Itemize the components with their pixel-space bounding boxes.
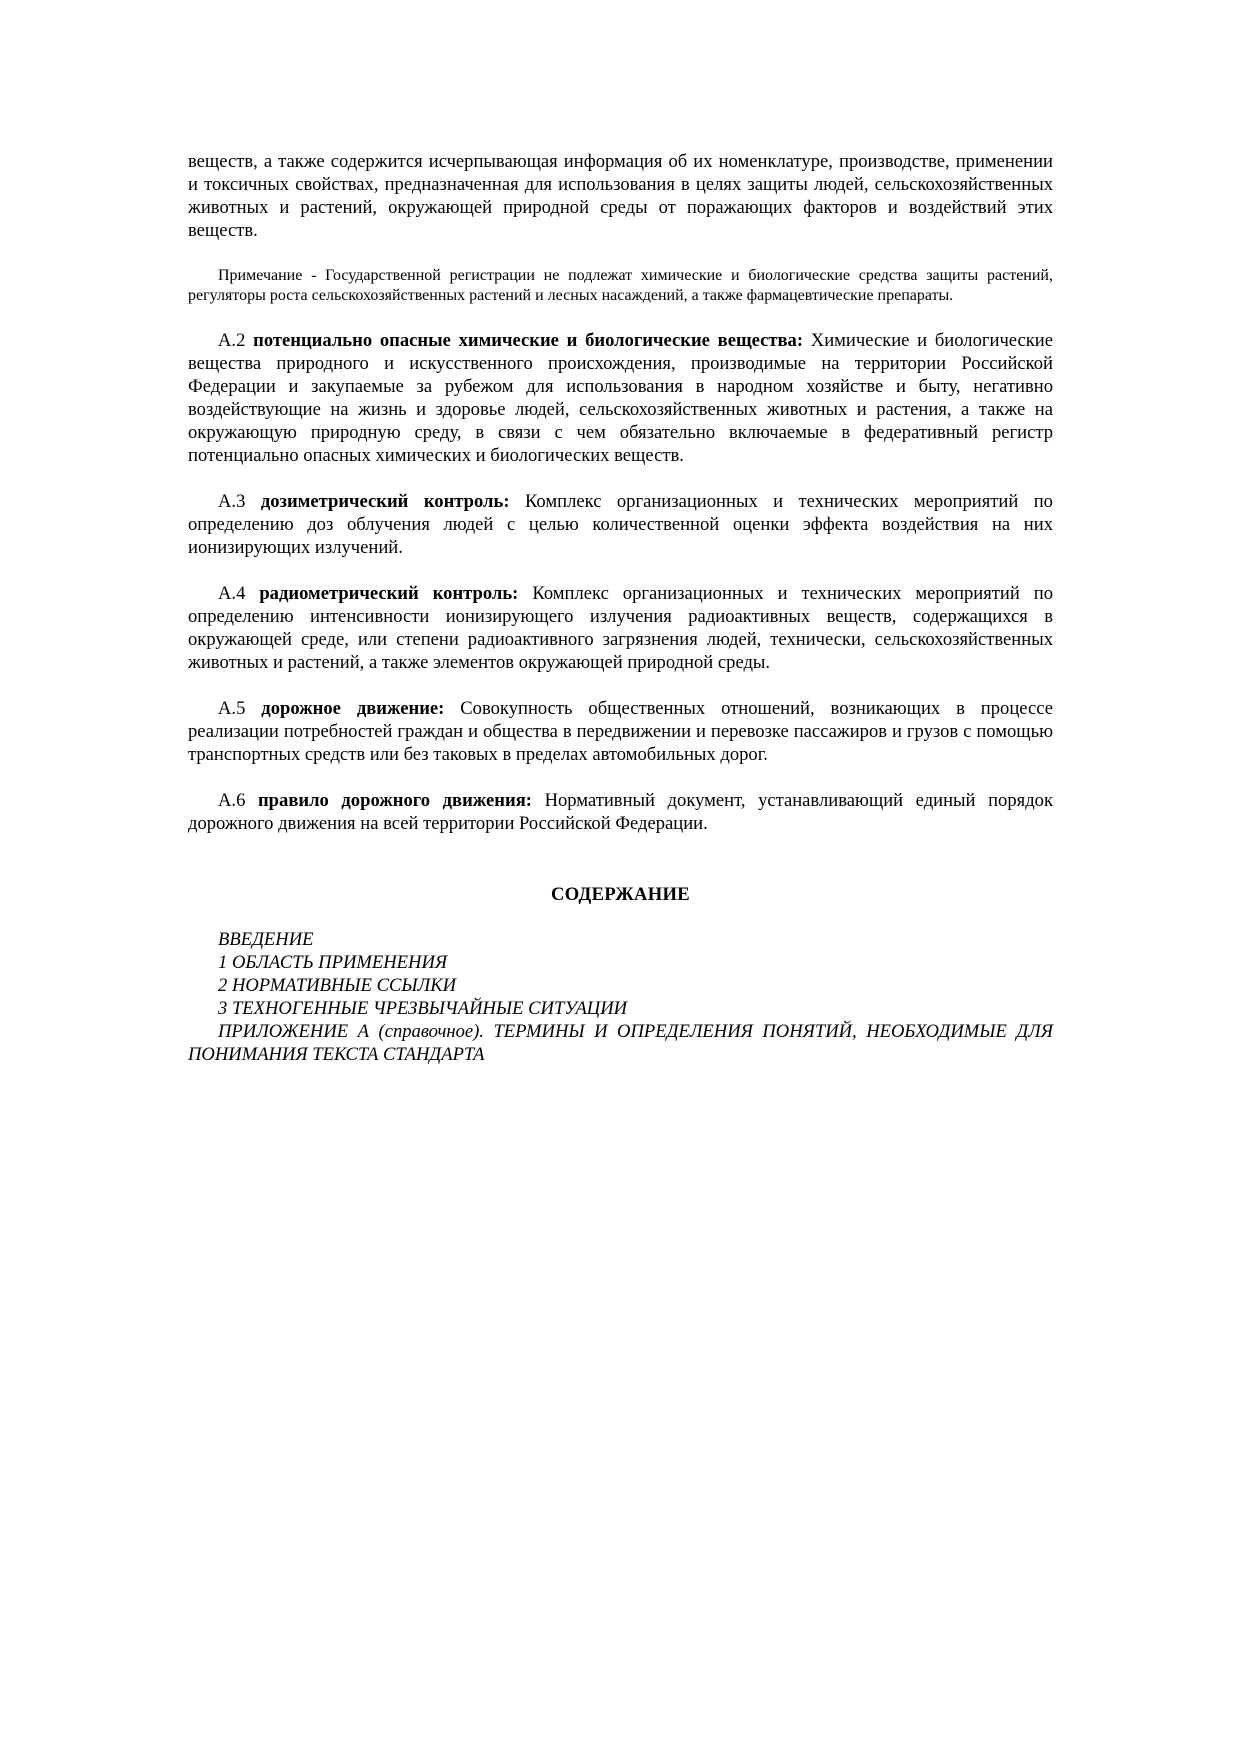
toc-item[interactable]: ПРИЛОЖЕНИЕ А (справочное). ТЕРМИНЫ И ОПРЕДЕЛЕНИЯ ПОНЯТИЙ, НЕОБХОДИМЫЕ ДЛЯ ПОНИМАНИЯ ТЕКСТА СТАНДАРТА (188, 1021, 1053, 1065)
note-paragraph: Примечание - Государственной регистрации не подлежат химические и биологические средства защиты растений, регуляторы роста сельскохозяйственных растений и лесных насаждений, а также фармацевтические препараты. (188, 267, 1053, 304)
definition-number: А.4 (218, 583, 246, 604)
definition-number: А.5 (218, 698, 246, 719)
definition-a5 (188, 697, 1053, 766)
definition-number: А.6 (218, 790, 246, 811)
definition-text: Химические и биологические вещества природного и искусственного происхождения, производимые на территории Российской Федерации и закупаемые за рубежом для использования в народном хозяйстве и быту, негативно воздействующие на жизнь и здоровье людей, сельскохозяйственных животных и растения, а также на окружающую природную среду, в связи с чем обязательно включаемые в федеративный регистр потенциально опасных химических и биологических веществ. (188, 330, 1054, 466)
definition-text: Нормативный документ, устанавливающий единый порядок дорожного движения на всей территории Российской Федерации. (188, 790, 1053, 834)
definition-text: Комплекс организационных и технических мероприятий по определению интенсивности ионизирующего излучения радиоактивных веществ, содержащихся в окружающей среде, или степени радиоактивного загрязнения людей, технически, сельскохозяйственных животных и растений, а также элементов окружающей природной среды. (188, 583, 1054, 673)
definition-term: дозиметрический контроль: (260, 491, 510, 512)
definition-term: потенциально опасные химические и биологические вещества: (253, 330, 804, 351)
definition-term: радиометрический контроль: (259, 583, 519, 604)
definition-term: правило дорожного движения: (257, 790, 532, 811)
definition-a3 (188, 490, 1053, 559)
toc-item[interactable]: ВВЕДЕНИЕ (218, 929, 314, 950)
definition-a4 (188, 582, 1053, 674)
intro-paragraph: веществ, а также содержится исчерпывающая информация об их номенклатуре, производстве, применении и токсичных свойствах, предназначенная для использования в целях защиты людей, сельскохозяйственных животных и растений, окружающей природной среды от поражающих факторов и воздействий этих веществ. (188, 151, 1053, 241)
toc-item[interactable]: 2 НОРМАТИВНЫЕ ССЫЛКИ (218, 975, 456, 996)
definition-a6 (188, 789, 1053, 835)
definition-text: Совокупность общественных отношений, возникающих в процессе реализации потребностей граждан и общества в передвижении и перевозке пассажиров и грузов с помощью транспортных средств или без таковых в пределах автомобильных дорог. (188, 698, 1053, 765)
toc-item[interactable]: 3 ТЕХНОГЕННЫЕ ЧРЕЗВЫЧАЙНЫЕ СИТУАЦИИ (218, 998, 628, 1019)
definition-a2 (188, 329, 1053, 467)
document-page (188, 150, 1053, 1066)
toc-item[interactable]: 1 ОБЛАСТЬ ПРИМЕНЕНИЯ (218, 952, 448, 973)
toc-title: СОДЕРЖАНИЕ (550, 884, 690, 905)
definition-text: Комплекс организационных и технических мероприятий по определению доз облучения людей с целью количественной оценки эффекта воздействия на них ионизирующих излучений. (188, 491, 1053, 558)
definition-term: дорожное движение: (261, 698, 445, 719)
definition-number: А.3 (218, 491, 246, 512)
table-of-contents (188, 928, 1053, 1066)
definition-number: А.2 (218, 330, 246, 351)
